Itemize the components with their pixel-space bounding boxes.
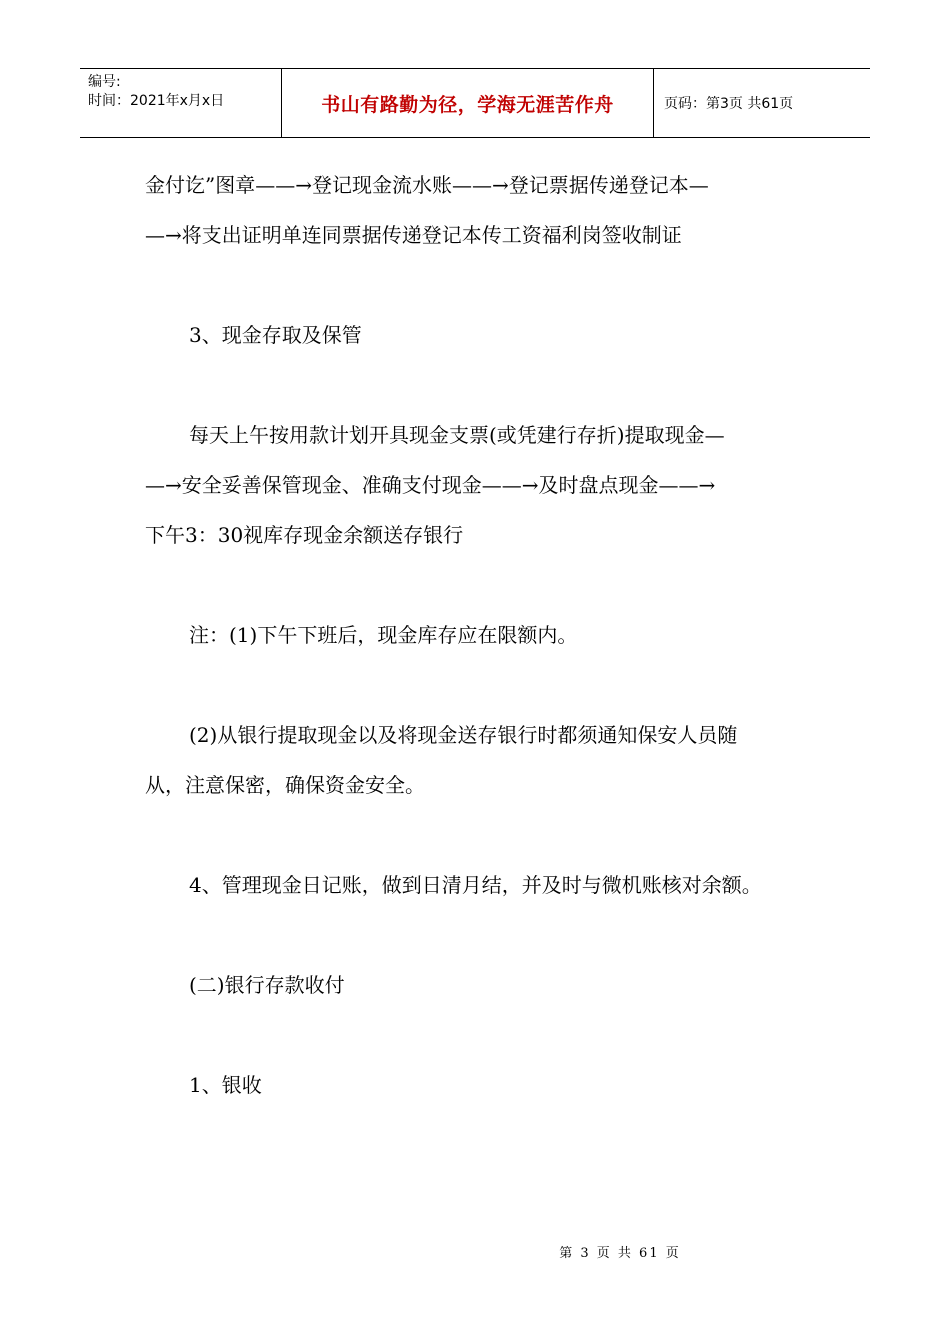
footer-page-number: 第 3 页 共 61 页 <box>559 1246 681 1261</box>
body-line: 金付讫”图章——→登记现金流水账——→登记票据传递登记本— <box>145 173 709 197</box>
section-heading: (二)银行存款收付 <box>189 973 345 997</box>
page-header <box>80 68 870 138</box>
note-line: (2)从银行提取现金以及将现金送存银行时都须通知保安人员随 <box>189 723 738 747</box>
section-heading: 3、现金存取及保管 <box>189 323 362 347</box>
document-body <box>145 160 825 1110</box>
body-line: —→将支出证明单连同票据传递登记本传工资福利岗签收制证 <box>145 223 682 247</box>
page-footer <box>0 1242 950 1261</box>
body-line: 每天上午按用款计划开具现金支票(或凭建行存折)提取现金— <box>189 423 725 447</box>
section-heading: 1、银收 <box>189 1073 262 1097</box>
motto-text: 书山有路勤为径，学海无涯苦作舟 <box>321 93 614 116</box>
header-meta <box>80 69 282 137</box>
body-line: 下午3：30视库存现金余额送存银行 <box>145 523 464 547</box>
number-label: 编号: <box>88 74 121 90</box>
header-page-info <box>654 69 870 137</box>
date-label: 时间：2021年x月x日 <box>88 93 225 109</box>
header-motto-cell <box>282 69 654 137</box>
note-line: 注：(1)下午下班后，现金库存应在限额内。 <box>189 623 578 647</box>
note-line: 从，注意保密，确保资金安全。 <box>145 773 425 797</box>
page-info-text: 页码：第3页 共61页 <box>664 96 794 112</box>
section-heading: 4、管理现金日记账，做到日清月结，并及时与微机账核对余额。 <box>189 873 762 897</box>
body-line: —→安全妥善保管现金、准确支付现金——→及时盘点现金——→ <box>145 473 716 497</box>
